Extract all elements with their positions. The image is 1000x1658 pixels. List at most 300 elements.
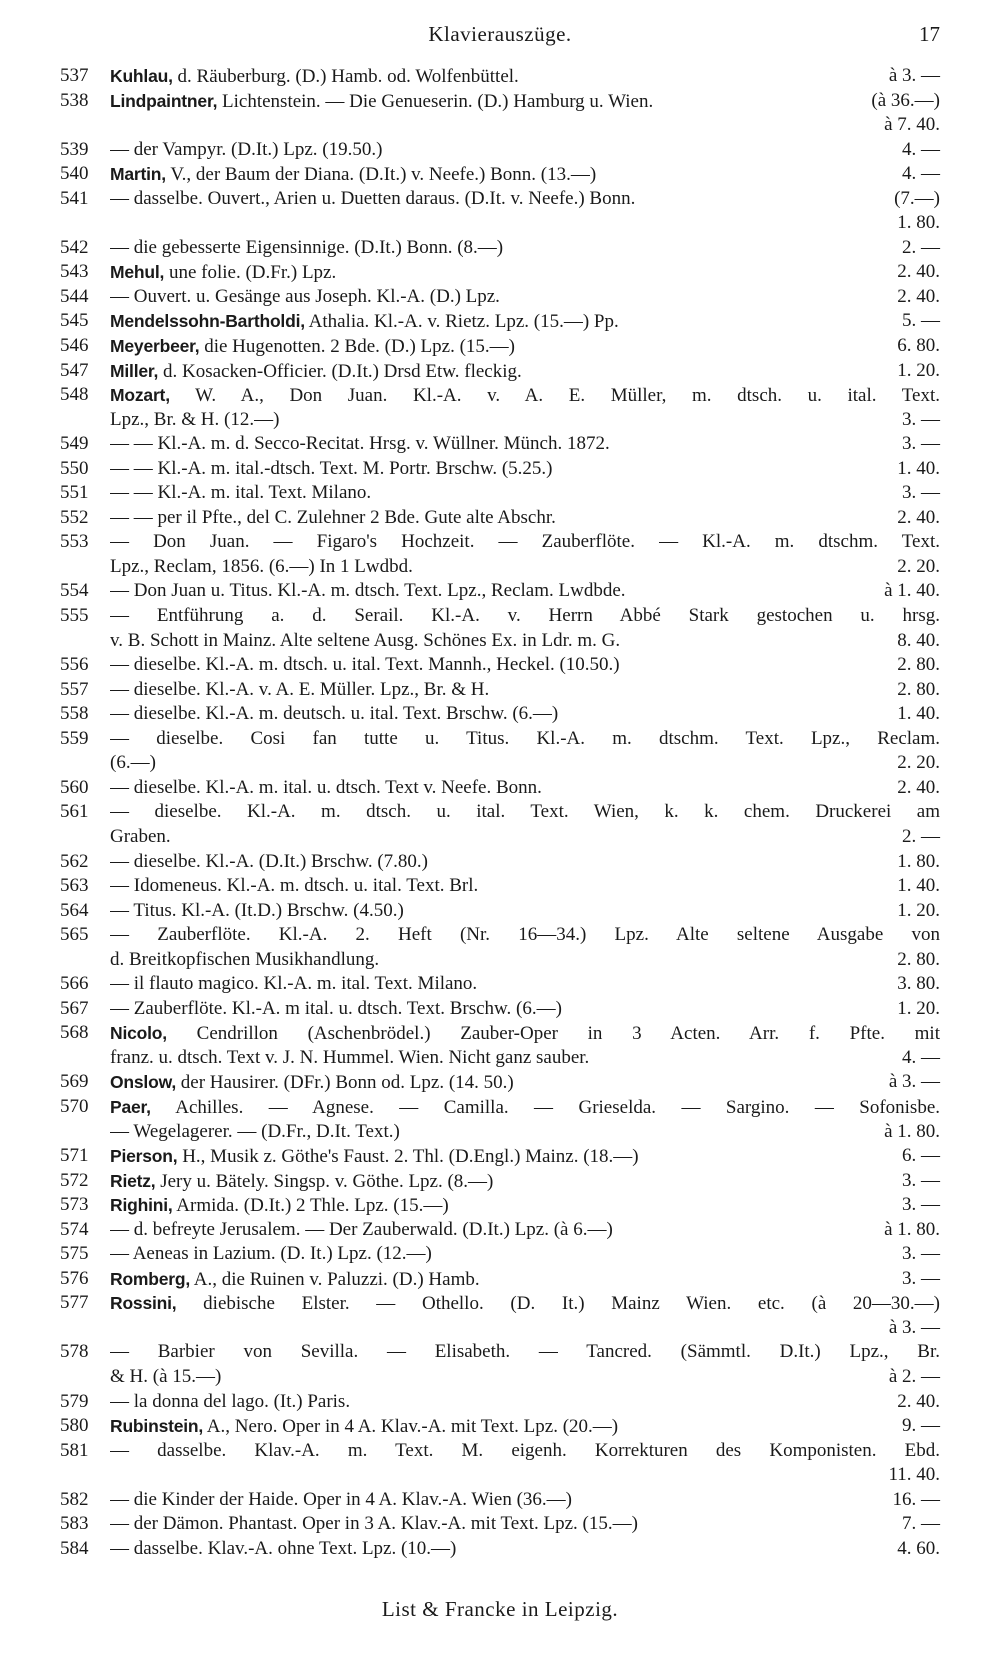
entry-price: 6. 80. xyxy=(897,335,940,357)
entry-price: 1. 40. xyxy=(897,703,940,725)
entry-price: 2. 20. xyxy=(897,555,940,577)
entry-text xyxy=(110,236,845,261)
entry-description: V., der Baum der Diana. (D.It.) v. Neefe.) Bonn. (13.—) xyxy=(170,164,597,186)
entry-number: 581 xyxy=(60,1439,89,1461)
catalog-entries xyxy=(60,64,940,1561)
entry-number: 565 xyxy=(60,924,89,946)
entry-number: 579 xyxy=(60,1390,89,1412)
entry-description: — — Kl.-A. m. ital.-dtsch. Text. M. Portr. Brschw. (5.25.) xyxy=(110,457,553,479)
entry-text xyxy=(110,555,845,580)
entry-number: 584 xyxy=(60,1537,89,1559)
entry-number: 550 xyxy=(60,457,89,479)
entry-price: 4. — xyxy=(902,1046,940,1068)
entry-text xyxy=(110,1365,845,1390)
entry-description: Athalia. Kl.-A. v. Rietz. Lpz. (15.—) Pp. xyxy=(308,311,619,333)
entry-price: à 3. — xyxy=(888,1071,940,1093)
entry-text xyxy=(110,1120,845,1145)
entry-price: 5. — xyxy=(902,310,940,332)
catalog-entry xyxy=(60,899,940,924)
entry-line xyxy=(60,187,940,212)
catalog-entry xyxy=(60,89,940,138)
entry-description: (6.—) xyxy=(110,752,156,774)
entry-text xyxy=(110,530,940,555)
entry-continuation-line xyxy=(60,825,940,850)
entry-number: 561 xyxy=(60,801,89,823)
catalog-entry xyxy=(60,359,940,384)
entry-line xyxy=(60,457,940,482)
catalog-entry xyxy=(60,260,940,285)
entry-line xyxy=(60,800,940,825)
entry-text xyxy=(110,1218,845,1243)
entry-text xyxy=(110,1046,845,1071)
entry-price: (7.—) xyxy=(894,187,940,209)
entry-description: — dieselbe. Kl.-A. (D.It.) Brschw. (7.80.) xyxy=(110,850,428,872)
entry-price: à 7. 40. xyxy=(884,114,940,136)
composer-name: Rossini, xyxy=(110,1293,177,1314)
entry-number: 538 xyxy=(60,89,89,111)
catalog-entry xyxy=(60,1291,940,1340)
entry-text xyxy=(110,457,845,482)
catalog-entry xyxy=(60,1488,940,1513)
entry-line xyxy=(60,1242,940,1267)
entry-description: — dieselbe. Kl.-A. m. deutsch. u. ital. Text. Brschw. (6.—) xyxy=(110,703,559,725)
entry-price: 11. 40. xyxy=(888,1464,940,1486)
entry-price: à 1. 80. xyxy=(884,1120,940,1142)
entry-description: d. Kosacken-Officier. (D.It.) Drsd Etw. fleckig. xyxy=(162,360,522,382)
entry-number: 548 xyxy=(60,384,89,406)
composer-name: Onslow, xyxy=(110,1072,177,1093)
entry-price: 2. 40. xyxy=(897,506,940,528)
entry-line xyxy=(60,506,940,531)
entry-description: — dieselbe. Kl.-A. m. dtsch. u. ital. Text. Wien, k. k. chem. Druckerei am xyxy=(110,801,940,823)
entry-price: 3. — xyxy=(902,1243,940,1265)
catalog-entry xyxy=(60,138,940,163)
composer-name: Miller, xyxy=(110,360,159,381)
entry-line xyxy=(60,678,940,703)
entry-line xyxy=(60,1070,940,1095)
entry-line xyxy=(60,1488,940,1513)
entry-price: à 3. — xyxy=(888,1316,940,1338)
catalog-entry xyxy=(60,923,940,972)
entry-number: 575 xyxy=(60,1243,89,1265)
entry-line xyxy=(60,432,940,457)
entry-continuation-line xyxy=(60,1463,940,1488)
entry-line xyxy=(60,1414,940,1439)
entry-description: — dasselbe. Ouvert., Arien u. Duetten daraus. (D.It. v. Neefe.) Bonn. xyxy=(110,187,636,209)
entry-number: 578 xyxy=(60,1341,89,1363)
entry-description: A., Nero. Oper in 4 A. Klav.-A. mit Text. Lpz. (20.—) xyxy=(206,1416,619,1438)
composer-name: Kuhlau, xyxy=(110,66,173,86)
entry-price: 3. 80. xyxy=(897,973,940,995)
entry-line xyxy=(60,236,940,261)
entry-number: 539 xyxy=(60,138,89,160)
catalog-entry xyxy=(60,162,940,187)
catalog-entry xyxy=(60,579,940,604)
entry-continuation-line xyxy=(60,751,940,776)
entry-price: 4. — xyxy=(902,138,940,160)
entry-line xyxy=(60,923,940,948)
entry-text xyxy=(110,727,940,752)
entry-text xyxy=(110,1242,845,1267)
entry-description: d. Breitkopfischen Musikhandlung. xyxy=(110,948,380,970)
entry-line xyxy=(60,383,940,408)
entry-text xyxy=(110,481,845,506)
composer-name: Romberg, xyxy=(110,1268,191,1289)
catalog-entry xyxy=(60,481,940,506)
entry-number: 547 xyxy=(60,359,89,381)
entry-text xyxy=(110,506,845,531)
entry-line xyxy=(60,972,940,997)
composer-name: Meyerbeer, xyxy=(110,336,200,357)
entry-description: — — Kl.-A. m. d. Secco-Recitat. Hrsg. v. Wüllner. Münch. 1872. xyxy=(110,433,610,455)
entry-number: 572 xyxy=(60,1169,89,1191)
entry-line xyxy=(60,334,940,359)
entry-text xyxy=(110,432,845,457)
entry-price: 1. 40. xyxy=(897,875,940,897)
entry-text xyxy=(110,972,845,997)
entry-description: — dasselbe. Klav.-A. ohne Text. Lpz. (10.—) xyxy=(110,1537,457,1559)
entry-text xyxy=(110,1267,845,1293)
entry-description: une folie. (D.Fr.) Lpz. xyxy=(168,262,337,284)
entry-number: 580 xyxy=(60,1415,89,1437)
entry-number: 559 xyxy=(60,727,89,749)
entry-number: 540 xyxy=(60,163,89,185)
catalog-entry xyxy=(60,1537,940,1562)
entry-description: Achilles. — Agnese. — Camilla. — Grieselda. — Sargino. — Sofonisbe. xyxy=(175,1096,940,1118)
page-number: 17 xyxy=(919,22,940,46)
entry-price: 3. — xyxy=(902,1267,940,1289)
entry-price: 4. — xyxy=(902,163,940,185)
composer-name: Mozart, xyxy=(110,385,170,406)
entry-text xyxy=(110,1095,940,1121)
entry-line xyxy=(60,89,940,114)
entry-line xyxy=(60,1218,940,1243)
catalog-entry xyxy=(60,1512,940,1537)
catalog-entry xyxy=(60,1169,940,1194)
entry-description: — dasselbe. Klav.-A. m. Text. M. eigenh. Korrekturen des Komponisten. Ebd. xyxy=(110,1439,940,1461)
entry-line xyxy=(60,1291,940,1316)
entry-number: 569 xyxy=(60,1071,89,1093)
entry-text xyxy=(110,64,845,90)
entry-line xyxy=(60,1095,940,1120)
entry-text xyxy=(110,1537,845,1562)
composer-name: Rietz, xyxy=(110,1170,156,1191)
entry-text xyxy=(110,1144,845,1170)
entry-description: — Idomeneus. Kl.-A. m. dtsch. u. ital. Text. Brl. xyxy=(110,875,479,897)
composer-name: Paer, xyxy=(110,1096,151,1117)
entry-price: 1. 80. xyxy=(897,212,940,234)
entry-description: — il flauto magico. Kl.-A. m. ital. Text. Milano. xyxy=(110,973,478,995)
entry-number: 542 xyxy=(60,236,89,258)
entry-line xyxy=(60,727,940,752)
entry-price: 8. 40. xyxy=(897,629,940,651)
entry-description: — die gebesserte Eigensinnige. (D.It.) Bonn. (8.—) xyxy=(110,236,504,258)
entry-line xyxy=(60,776,940,801)
entry-number: 543 xyxy=(60,261,89,283)
entry-text xyxy=(110,751,845,776)
catalog-entry xyxy=(60,432,940,457)
entry-text xyxy=(110,187,845,212)
entry-text xyxy=(110,383,940,409)
entry-line xyxy=(60,359,940,384)
entry-number: 564 xyxy=(60,899,89,921)
entry-number: 555 xyxy=(60,605,89,627)
entry-text xyxy=(110,800,940,825)
entry-number: 566 xyxy=(60,973,89,995)
entry-price: 2. 80. xyxy=(897,654,940,676)
entry-price: 2. 20. xyxy=(897,752,940,774)
entry-price: 16. — xyxy=(892,1488,940,1510)
catalog-entry xyxy=(60,972,940,997)
entry-description: — Don Juan. — Figaro's Hochzeit. — Zauberflöte. — Kl.-A. m. dtschm. Text. xyxy=(110,531,940,553)
catalog-entry xyxy=(60,653,940,678)
entry-price: (à 36.—) xyxy=(871,89,940,111)
entry-text xyxy=(110,1340,940,1365)
catalog-entry xyxy=(60,334,940,359)
catalog-entry xyxy=(60,383,940,432)
composer-name: Mehul, xyxy=(110,262,165,283)
entry-description: — dieselbe. Kl.-A. v. A. E. Müller. Lpz., Br. & H. xyxy=(110,678,490,700)
catalog-entry xyxy=(60,776,940,801)
entry-price: à 2. — xyxy=(888,1365,940,1387)
entry-line xyxy=(60,1390,940,1415)
running-title: Klavierauszüge. xyxy=(428,22,572,46)
entry-line xyxy=(60,530,940,555)
entry-line xyxy=(60,1169,940,1194)
entry-number: 537 xyxy=(60,65,89,86)
entry-text xyxy=(110,678,845,703)
entry-price: à 3. — xyxy=(888,65,940,86)
entry-number: 577 xyxy=(60,1292,89,1314)
catalog-entry xyxy=(60,727,940,776)
catalog-entry xyxy=(60,1439,940,1488)
entry-line xyxy=(60,1144,940,1169)
entry-number: 552 xyxy=(60,506,89,528)
entry-price: 1. 20. xyxy=(897,997,940,1019)
entry-line xyxy=(60,1512,940,1537)
entry-description: — — Kl.-A. m. ital. Text. Milano. xyxy=(110,482,372,504)
entry-description: Cendrillon (Aschenbrödel.) Zauber-Oper in 3 Acten. Arr. f. Pfte. mit xyxy=(196,1023,940,1045)
entry-line xyxy=(60,138,940,163)
entry-line xyxy=(60,702,940,727)
entry-description: — der Dämon. Phantast. Oper in 3 A. Klav.-A. mit Text. Lpz. (15.—) xyxy=(110,1513,638,1535)
catalog-entry xyxy=(60,285,940,310)
entry-text xyxy=(110,1070,845,1096)
entry-number: 551 xyxy=(60,482,89,504)
entry-number: 582 xyxy=(60,1488,89,1510)
entry-number: 560 xyxy=(60,776,89,798)
entry-number: 567 xyxy=(60,997,89,1019)
entry-text xyxy=(110,579,845,604)
catalog-entry xyxy=(60,309,940,334)
entry-number: 583 xyxy=(60,1513,89,1535)
entry-description: Jery u. Bätely. Singsp. v. Göthe. Lpz. (8.—) xyxy=(160,1170,494,1192)
entry-description: — Barbier von Sevilla. — Elisabeth. — Tancred. (Sämmtl. D.It.) Lpz., Br. xyxy=(110,1341,940,1363)
entry-text xyxy=(110,653,845,678)
entry-price: 4. 60. xyxy=(897,1537,940,1559)
entry-text xyxy=(110,825,845,850)
entry-text xyxy=(110,162,845,188)
entry-description: — dieselbe. Kl.-A. m. dtsch. u. ital. Text. Mannh., Heckel. (10.50.) xyxy=(110,654,620,676)
entry-text xyxy=(110,1512,845,1537)
entry-description: — Zauberflöte. Kl.-A. m ital. u. dtsch. Text. Brschw. (6.—) xyxy=(110,997,562,1019)
catalog-entry xyxy=(60,1242,940,1267)
entry-description: & H. (à 15.—) xyxy=(110,1365,222,1387)
entry-text xyxy=(110,1021,940,1047)
entry-price: 2. 80. xyxy=(897,678,940,700)
entry-continuation-line xyxy=(60,555,940,580)
entry-continuation-line xyxy=(60,629,940,654)
entry-price: 3. — xyxy=(902,482,940,504)
entry-continuation-line xyxy=(60,948,940,973)
entry-line xyxy=(60,653,940,678)
entry-text xyxy=(110,1291,940,1317)
entry-price: 3. — xyxy=(902,433,940,455)
entry-line xyxy=(60,309,940,334)
catalog-entry xyxy=(60,1267,940,1292)
entry-text xyxy=(110,1390,845,1415)
catalog-entry xyxy=(60,800,940,849)
entry-description: — die Kinder der Haide. Oper in 4 A. Klav.-A. Wien (36.—) xyxy=(110,1488,572,1510)
entry-description: die Hugenotten. 2 Bde. (D.) Lpz. (15.—) xyxy=(204,336,515,358)
entry-line xyxy=(60,64,940,89)
entry-description: — la donna del lago. (It.) Paris. xyxy=(110,1390,351,1412)
entry-line xyxy=(60,260,940,285)
page-header xyxy=(60,22,940,52)
entry-description: A., die Ruinen v. Paluzzi. (D.) Hamb. xyxy=(193,1268,480,1290)
entry-price: à 1. 80. xyxy=(884,1218,940,1240)
catalog-entry xyxy=(60,1390,940,1415)
entry-text xyxy=(110,1488,845,1513)
entry-text xyxy=(110,923,940,948)
entry-price: 1. 80. xyxy=(897,850,940,872)
entry-description: — der Vampyr. (D.It.) Lpz. (19.50.) xyxy=(110,138,383,160)
entry-text xyxy=(110,899,845,924)
entry-line xyxy=(60,1340,940,1365)
entry-continuation-line xyxy=(60,113,940,138)
entry-price: 7. — xyxy=(902,1513,940,1535)
entry-description: — Don Juan u. Titus. Kl.-A. m. dtsch. Text. Lpz., Reclam. Lwdbde. xyxy=(110,580,626,602)
entry-description: H., Musik z. Göthe's Faust. 2. Thl. (D.Engl.) Mainz. (18.—) xyxy=(182,1146,639,1168)
composer-name: Martin, xyxy=(110,164,166,185)
entry-description: — Entführung a. d. Serail. Kl.-A. v. Herrn Abbé Stark gestochen u. hrsg. xyxy=(110,605,940,627)
entry-number: 574 xyxy=(60,1218,89,1240)
entry-text xyxy=(110,309,845,335)
entry-text xyxy=(110,850,845,875)
entry-number: 541 xyxy=(60,187,89,209)
entry-line xyxy=(60,899,940,924)
entry-line xyxy=(60,850,940,875)
entry-line xyxy=(60,1439,940,1464)
entry-number: 570 xyxy=(60,1095,89,1117)
entry-continuation-line xyxy=(60,1316,940,1341)
entry-price: 9. — xyxy=(902,1415,940,1437)
catalog-entry xyxy=(60,236,940,261)
entry-continuation-line xyxy=(60,211,940,236)
catalog-entry xyxy=(60,506,940,531)
entry-line xyxy=(60,604,940,629)
entry-description: v. B. Schott in Mainz. Alte seltene Ausg. Schönes Ex. in Ldr. m. G. xyxy=(110,629,621,651)
entry-text xyxy=(110,776,845,801)
entry-price: 2. 40. xyxy=(897,776,940,798)
entry-text xyxy=(110,260,845,286)
entry-text xyxy=(110,1193,845,1219)
catalog-entry xyxy=(60,1144,940,1169)
catalog-entry xyxy=(60,997,940,1022)
entry-line xyxy=(60,1021,940,1046)
entry-text xyxy=(110,874,845,899)
entry-text xyxy=(110,604,940,629)
entry-description: W. A., Don Juan. Kl.-A. v. A. E. Müller, m. dtsch. u. ital. Text. xyxy=(195,385,940,407)
catalog-entry xyxy=(60,187,940,236)
entry-number: 556 xyxy=(60,654,89,676)
entry-line xyxy=(60,997,940,1022)
entry-price: 3. — xyxy=(902,1194,940,1216)
entry-text xyxy=(110,285,845,310)
catalog-entry xyxy=(60,1340,940,1389)
entry-price: 1. 20. xyxy=(897,359,940,381)
catalog-entry xyxy=(60,1193,940,1218)
entry-number: 545 xyxy=(60,310,89,332)
entry-continuation-line xyxy=(60,408,940,433)
entry-number: 546 xyxy=(60,335,89,357)
entry-description: — Wegelagerer. — (D.Fr., D.It. Text.) xyxy=(110,1120,400,1142)
composer-name: Righini, xyxy=(110,1195,173,1216)
entry-line xyxy=(60,579,940,604)
entry-text xyxy=(110,1414,845,1440)
entry-number: 557 xyxy=(60,678,89,700)
entry-price: 1. 40. xyxy=(897,457,940,479)
entry-number: 568 xyxy=(60,1022,89,1044)
entry-text xyxy=(110,997,845,1022)
entry-description: — dieselbe. Kl.-A. m. ital. u. dtsch. Text v. Neefe. Bonn. xyxy=(110,776,542,798)
catalog-entry xyxy=(60,702,940,727)
entry-number: 544 xyxy=(60,285,89,307)
entry-text xyxy=(110,1169,845,1195)
entry-line xyxy=(60,162,940,187)
entry-description: — d. befreyte Jerusalem. — Der Zauberwald. (D.It.) Lpz. (à 6.—) xyxy=(110,1218,613,1240)
entry-line xyxy=(60,285,940,310)
publisher-footer: List & Francke in Leipzig. xyxy=(381,1597,619,1621)
composer-name: Rubinstein, xyxy=(110,1416,204,1437)
entry-text xyxy=(110,89,845,115)
composer-name: Nicolo, xyxy=(110,1023,167,1044)
entry-number: 563 xyxy=(60,875,89,897)
catalog-entry xyxy=(60,874,940,899)
catalog-entry xyxy=(60,530,940,579)
entry-description: — — per il Pfte., del C. Zulehner 2 Bde. Gute alte Abschr. xyxy=(110,506,556,528)
catalog-entry xyxy=(60,1095,940,1144)
entry-description: — dieselbe. Cosi fan tutte u. Titus. Kl.-A. m. dtschm. Text. Lpz., Reclam. xyxy=(110,727,940,749)
entry-price: 2. 40. xyxy=(897,1390,940,1412)
entry-continuation-line xyxy=(60,1046,940,1071)
entry-description: Armida. (D.It.) 2 Thle. Lpz. (15.—) xyxy=(176,1195,449,1217)
entry-line xyxy=(60,1193,940,1218)
entry-text xyxy=(110,1439,940,1464)
catalog-entry xyxy=(60,1070,940,1095)
entry-price: 6. — xyxy=(902,1145,940,1167)
entry-price: 2. 40. xyxy=(897,261,940,283)
entry-price: à 1. 40. xyxy=(884,580,940,602)
entry-description: Graben. xyxy=(110,825,171,847)
catalog-entry xyxy=(60,1021,940,1070)
entry-description: diebische Elster. — Othello. (D. It.) Mainz Wien. etc. (à 20—30.—) xyxy=(203,1293,940,1315)
catalog-entry xyxy=(60,457,940,482)
entry-continuation-line xyxy=(60,1365,940,1390)
entry-price: 1. 20. xyxy=(897,899,940,921)
entry-line xyxy=(60,874,940,899)
entry-number: 558 xyxy=(60,703,89,725)
